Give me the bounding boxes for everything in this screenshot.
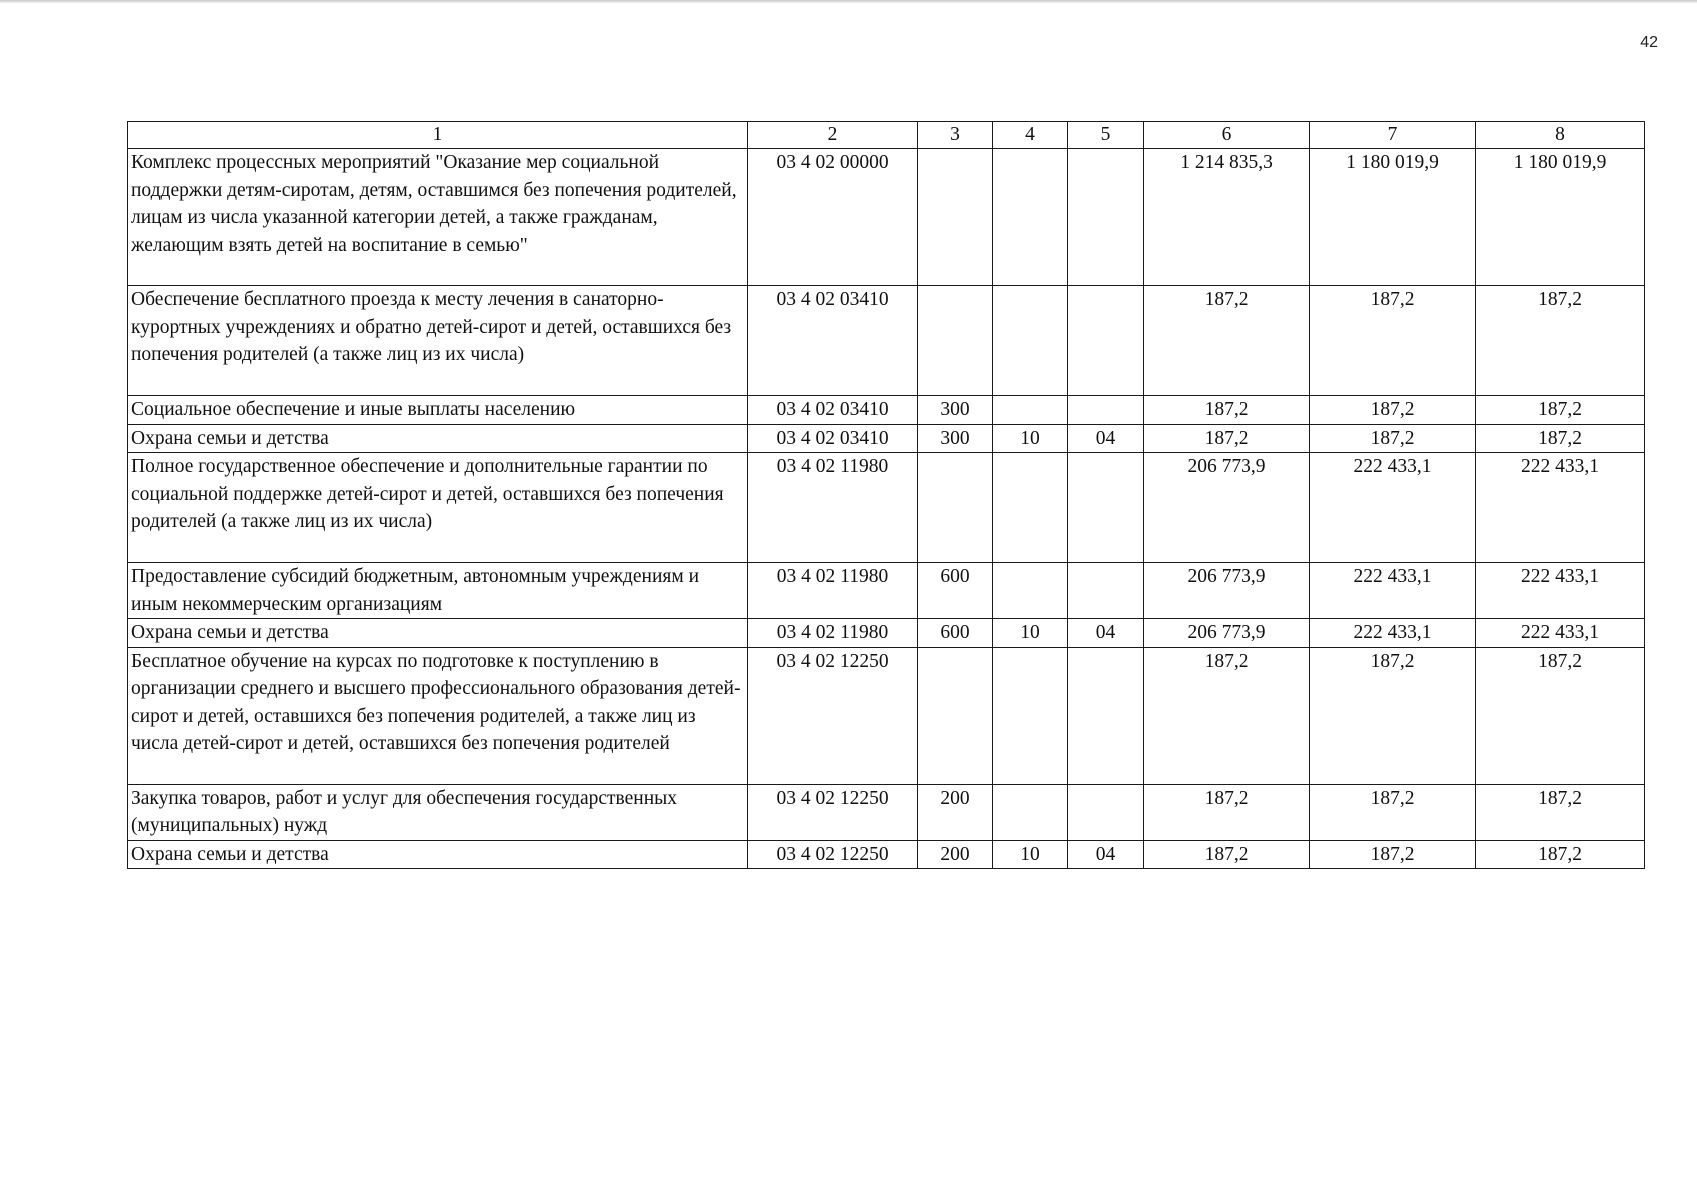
row-col5 (1068, 647, 1144, 784)
column-number: 6 (1144, 122, 1310, 149)
row-value-7: 222 433,1 (1310, 563, 1476, 619)
table-row (128, 424, 1645, 453)
row-col5: 04 (1068, 840, 1144, 869)
row-value-7: 187,2 (1310, 784, 1476, 840)
row-col5: 04 (1068, 424, 1144, 453)
row-col4: 10 (993, 619, 1068, 648)
row-value-8: 187,2 (1476, 647, 1645, 784)
row-value-8: 222 433,1 (1476, 619, 1645, 648)
row-value-7: 187,2 (1310, 647, 1476, 784)
row-name: Предоставление субсидий бюджетным, автономным учреждениям и иным некоммерческим организациям (128, 563, 748, 619)
row-value-8: 187,2 (1476, 286, 1645, 396)
row-value-6: 1 214 835,3 (1144, 149, 1310, 286)
column-number: 3 (918, 122, 993, 149)
row-name: Полное государственное обеспечение и дополнительные гарантии по социальной поддержке детей-сирот и детей, оставшихся без попечения родителей (а также лиц из их числа) (128, 453, 748, 563)
row-name: Закупка товаров, работ и услуг для обеспечения государственных (муниципальных) нужд (128, 784, 748, 840)
row-code: 03 4 02 03410 (748, 424, 918, 453)
row-code: 03 4 02 11980 (748, 453, 918, 563)
row-col5 (1068, 453, 1144, 563)
row-name: Комплекс процессных мероприятий "Оказание мер социальной поддержки детям-сиротам, детям, оставшимся без попечения родителей, лицам из числа указанной категории детей, а также гражданам, желающим взять детей на воспитание в семью" (128, 149, 748, 286)
column-number: 7 (1310, 122, 1476, 149)
row-col5 (1068, 149, 1144, 286)
row-code: 03 4 02 00000 (748, 149, 918, 286)
row-name: Охрана семьи и детства (128, 619, 748, 648)
table-row (128, 453, 1645, 563)
row-code: 03 4 02 12250 (748, 840, 918, 869)
row-col4 (993, 784, 1068, 840)
row-col3 (918, 453, 993, 563)
budget-table (127, 121, 1645, 869)
column-number: 2 (748, 122, 918, 149)
row-col3: 300 (918, 424, 993, 453)
row-value-6: 187,2 (1144, 286, 1310, 396)
row-col5 (1068, 396, 1144, 425)
row-value-7: 1 180 019,9 (1310, 149, 1476, 286)
row-value-7: 187,2 (1310, 840, 1476, 869)
row-col3: 300 (918, 396, 993, 425)
row-col3: 200 (918, 784, 993, 840)
row-col4 (993, 453, 1068, 563)
row-col5 (1068, 286, 1144, 396)
row-col5: 04 (1068, 619, 1144, 648)
row-value-8: 222 433,1 (1476, 453, 1645, 563)
row-value-6: 187,2 (1144, 840, 1310, 869)
row-value-6: 187,2 (1144, 396, 1310, 425)
row-col5 (1068, 784, 1144, 840)
row-value-6: 206 773,9 (1144, 563, 1310, 619)
row-value-7: 187,2 (1310, 286, 1476, 396)
row-col3 (918, 149, 993, 286)
row-name: Бесплатное обучение на курсах по подготовке к поступлению в организации среднего и высшего профессионального образования детей-сирот и детей, оставшихся без попечения родителей, а также лиц из числа детей-сирот и детей, оставшихся без попечения родителей (128, 647, 748, 784)
column-number-row (128, 122, 1645, 149)
row-value-7: 222 433,1 (1310, 453, 1476, 563)
row-value-8: 222 433,1 (1476, 563, 1645, 619)
column-number: 4 (993, 122, 1068, 149)
row-col4 (993, 396, 1068, 425)
scan-edge (0, 0, 1697, 3)
row-col4 (993, 563, 1068, 619)
row-code: 03 4 02 03410 (748, 396, 918, 425)
column-number: 8 (1476, 122, 1645, 149)
row-value-8: 1 180 019,9 (1476, 149, 1645, 286)
column-number: 5 (1068, 122, 1144, 149)
row-code: 03 4 02 11980 (748, 619, 918, 648)
row-col4: 10 (993, 424, 1068, 453)
row-code: 03 4 02 03410 (748, 286, 918, 396)
row-value-8: 187,2 (1476, 840, 1645, 869)
row-value-6: 187,2 (1144, 784, 1310, 840)
row-col4: 10 (993, 840, 1068, 869)
column-number: 1 (128, 122, 748, 149)
row-code: 03 4 02 12250 (748, 647, 918, 784)
table-row (128, 619, 1645, 648)
table-row (128, 149, 1645, 286)
row-value-6: 206 773,9 (1144, 453, 1310, 563)
row-col3: 600 (918, 619, 993, 648)
table-row (128, 563, 1645, 619)
row-code: 03 4 02 12250 (748, 784, 918, 840)
row-col3: 200 (918, 840, 993, 869)
table-row (128, 647, 1645, 784)
table-row (128, 286, 1645, 396)
row-value-6: 187,2 (1144, 424, 1310, 453)
row-value-8: 187,2 (1476, 396, 1645, 425)
row-name: Охрана семьи и детства (128, 424, 748, 453)
row-value-6: 187,2 (1144, 647, 1310, 784)
page-number: 42 (1640, 34, 1658, 51)
row-col4 (993, 286, 1068, 396)
row-code: 03 4 02 11980 (748, 563, 918, 619)
row-col5 (1068, 563, 1144, 619)
row-value-7: 222 433,1 (1310, 619, 1476, 648)
table-row (128, 840, 1645, 869)
row-col3: 600 (918, 563, 993, 619)
row-value-6: 206 773,9 (1144, 619, 1310, 648)
row-col3 (918, 647, 993, 784)
row-name: Обеспечение бесплатного проезда к месту лечения в санаторно-курортных учреждениях и обратно детей-сирот и детей, оставшихся без попечения родителей (а также лиц из их числа) (128, 286, 748, 396)
table-row (128, 396, 1645, 425)
row-name: Охрана семьи и детства (128, 840, 748, 869)
row-name: Социальное обеспечение и иные выплаты населению (128, 396, 748, 425)
table-row (128, 784, 1645, 840)
row-value-7: 187,2 (1310, 424, 1476, 453)
row-value-8: 187,2 (1476, 784, 1645, 840)
row-col3 (918, 286, 993, 396)
row-value-8: 187,2 (1476, 424, 1645, 453)
row-col4 (993, 149, 1068, 286)
row-col4 (993, 647, 1068, 784)
row-value-7: 187,2 (1310, 396, 1476, 425)
